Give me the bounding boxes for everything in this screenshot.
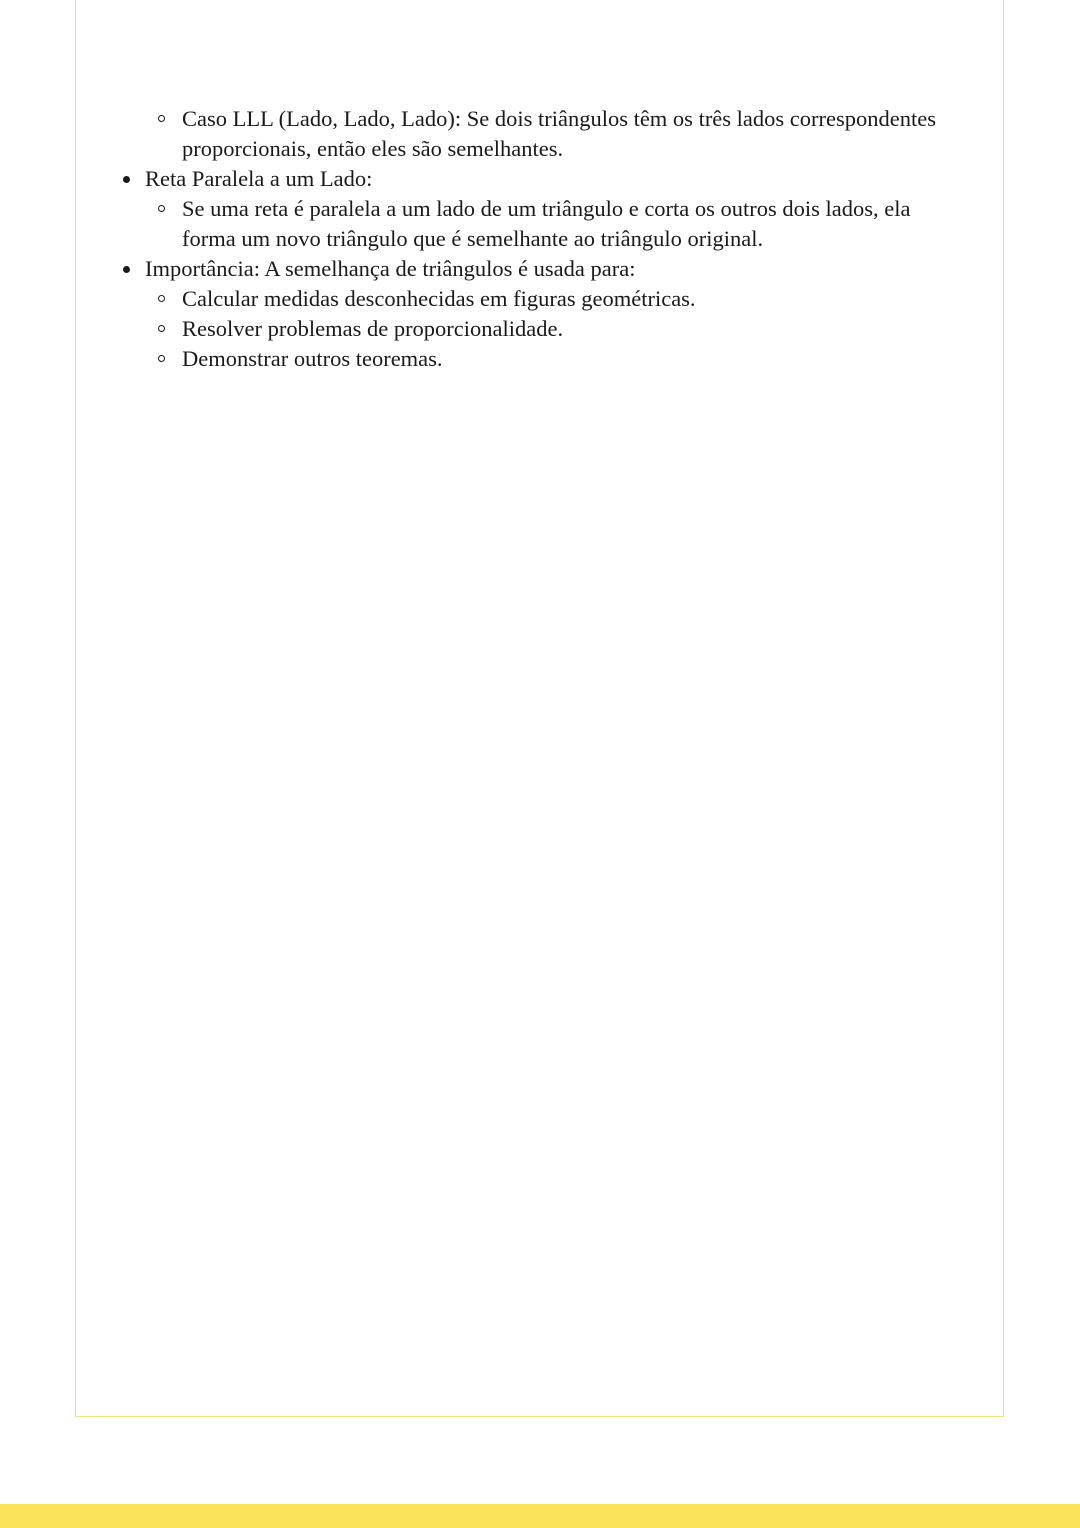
sub-list xyxy=(145,194,952,254)
document-content xyxy=(112,104,952,374)
list-item-caso-lll: Caso LLL (Lado, Lado, Lado): Se dois triângulos têm os três lados correspondentes proporcionais, então eles são semelhantes. xyxy=(112,104,952,164)
sub-list-item: Demonstrar outros teoremas. xyxy=(145,344,952,374)
list-item-label: Importância: A semelhança de triângulos é usada para: xyxy=(145,256,636,281)
orphan-sub-list xyxy=(112,104,952,164)
sub-list xyxy=(145,284,952,374)
sub-list-item: Resolver problemas de proporcionalidade. xyxy=(145,314,952,344)
list-item-label: Reta Paralela a um Lado: xyxy=(145,166,373,191)
bullet-list xyxy=(112,164,952,374)
list-item-importancia xyxy=(112,254,952,374)
list-item-reta-paralela xyxy=(112,164,952,254)
sub-list-item: Calcular medidas desconhecidas em figuras geométricas. xyxy=(145,284,952,314)
sub-list-item: Se uma reta é paralela a um lado de um triângulo e corta os outros dois lados, ela forma um novo triângulo que é semelhante ao triângulo original. xyxy=(145,194,952,254)
bottom-accent-bar xyxy=(0,1504,1080,1528)
